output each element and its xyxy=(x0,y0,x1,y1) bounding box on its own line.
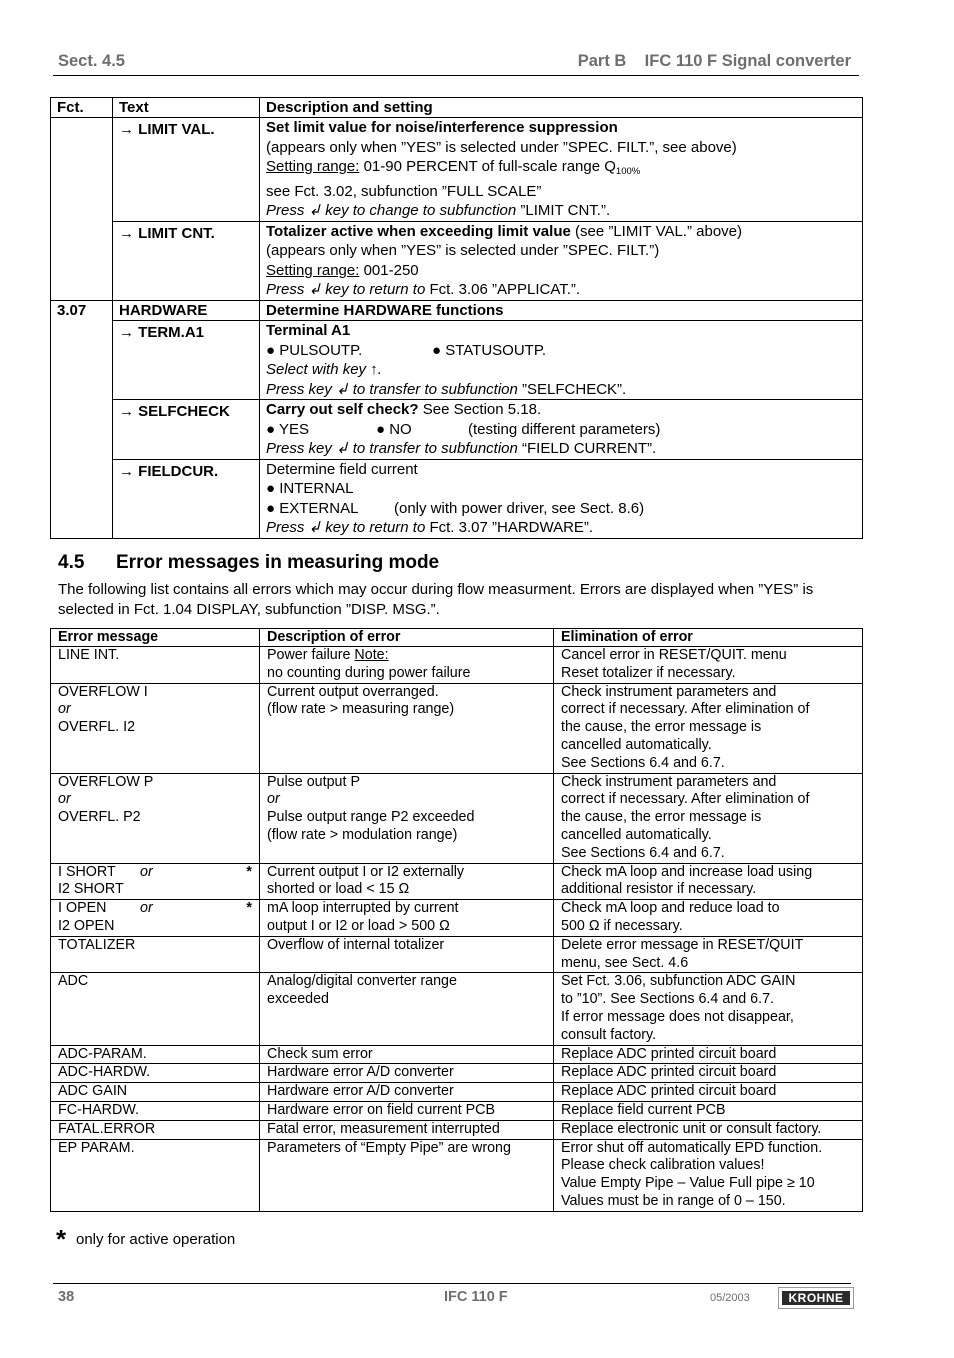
error-row-line-int xyxy=(51,647,863,684)
text-term-a1: → TERM.A1 xyxy=(113,321,260,400)
page-number: 38 xyxy=(58,1289,75,1305)
row-limit-val xyxy=(51,118,863,222)
error-desc: Power failure Note: no counting during power failure xyxy=(260,647,554,684)
error-elim: Replace ADC printed circuit board xyxy=(554,1064,863,1083)
limit-cnt-line1: (appears only when ”YES” is selected under ”SPEC. FILT.”) xyxy=(266,242,660,259)
text-hardware: HARDWARE xyxy=(113,300,260,321)
error-row-adc-gain xyxy=(51,1083,863,1102)
col-elimination: Elimination of error xyxy=(554,629,863,647)
fct-cell-empty xyxy=(51,118,113,301)
error-elim: Set Fct. 3.06, subfunction ADC GAIN to ”10”. See Sections 6.4 and 6.7. If error message does not disappear, consult factory. xyxy=(554,973,863,1045)
error-desc: Hardware error A/D converter xyxy=(260,1064,554,1083)
term-a1-options: ● PULSOUTP. ● STATUSOUTP. xyxy=(266,341,547,359)
col-error-message: Error message xyxy=(51,629,260,647)
error-row-adc-param xyxy=(51,1045,863,1064)
desc-selfcheck xyxy=(260,400,863,460)
desc-limit-cnt xyxy=(260,221,863,300)
desc-limit-val xyxy=(260,118,863,222)
fieldcur-opt1: ● INTERNAL xyxy=(266,480,354,497)
error-desc: Hardware error A/D converter xyxy=(260,1083,554,1102)
error-elim: Replace field current PCB xyxy=(554,1101,863,1120)
row-selfcheck xyxy=(51,400,863,460)
error-row-adc-hardw xyxy=(51,1064,863,1083)
error-row-overflow-p xyxy=(51,773,863,863)
error-table-header xyxy=(51,629,863,647)
error-desc: Analog/digital converter range exceeded xyxy=(260,973,554,1045)
error-desc: Fatal error, measurement interrupted xyxy=(260,1120,554,1139)
error-elim: Replace ADC printed circuit board xyxy=(554,1045,863,1064)
selfcheck-press: Press key ↲ to transfer to subfunction “FIELD CURRENT”. xyxy=(266,440,657,457)
header-title: Part B IFC 110 F Signal converter xyxy=(577,52,851,70)
text-selfcheck: → SELFCHECK xyxy=(113,400,260,460)
function-table-header xyxy=(51,98,863,118)
col-description: Description of error xyxy=(260,629,554,647)
error-desc: Current output I or I2 externally shorted or load < 15 Ω xyxy=(260,863,554,900)
error-msg: OVERFLOW I or OVERFL. I2 xyxy=(51,683,260,773)
limit-cnt-range: Setting range: 001-250 xyxy=(266,261,419,279)
header-section: Sect. 4.5 xyxy=(58,52,125,70)
row-limit-cnt xyxy=(51,221,863,300)
error-desc: Hardware error on field current PCB xyxy=(260,1101,554,1120)
limit-val-range: Setting range: 01-90 PERCENT of full-scale range $Q_{100\%}$ xyxy=(266,158,641,177)
desc-term-a1 xyxy=(260,321,863,400)
term-a1-title: Terminal A1 xyxy=(266,322,351,339)
error-row-overflow-i xyxy=(51,683,863,773)
col-desc: Description and setting xyxy=(260,98,863,118)
limit-val-title: Set limit value for noise/interference suppression xyxy=(266,119,618,136)
error-msg: FC-HARDW. xyxy=(51,1101,260,1120)
error-desc: Current output overranged. (flow rate > measuring range) xyxy=(260,683,554,773)
header-rule xyxy=(53,75,859,76)
col-fct: Fct. xyxy=(51,98,113,118)
footnote-text: only for active operation xyxy=(76,1231,236,1248)
footer-model: IFC 110 F xyxy=(444,1289,508,1305)
selfcheck-options: ● YES ● NO (testing different parameters) xyxy=(266,420,661,438)
error-desc: Parameters of “Empty Pipe” are wrong xyxy=(260,1139,554,1211)
error-elim: Check instrument parameters and correct if necessary. After elimination of the cause, the error message is cancelled automatically. See Sections 6.4 and 6.7. xyxy=(554,683,863,773)
footnote-star: * xyxy=(56,1224,67,1254)
limit-cnt-title: Totalizer active when exceeding limit value (see ”LIMIT VAL.” above) xyxy=(266,222,743,240)
error-row-ep-param xyxy=(51,1139,863,1211)
section-heading: 4.5 Error messages in measuring mode xyxy=(58,552,440,573)
footer-rule xyxy=(53,1283,851,1284)
error-row-adc xyxy=(51,973,863,1045)
limit-val-line1: (appears only when ”YES” is selected under ”SPEC. FILT.”, see above) xyxy=(266,138,737,156)
error-desc: Overflow of internal totalizer xyxy=(260,936,554,973)
error-elim: Check mA loop and increase load using additional resistor if necessary. xyxy=(554,863,863,900)
col-text: Text xyxy=(113,98,260,118)
term-a1-select: Select with key ↑. xyxy=(266,361,382,378)
error-msg: ADC-HARDW. xyxy=(51,1064,260,1083)
error-table xyxy=(50,628,863,1212)
error-desc: mA loop interrupted by current output I or I2 or load > 500 Ω xyxy=(260,900,554,937)
krohne-logo xyxy=(778,1287,854,1309)
row-term-a1 xyxy=(51,321,863,400)
error-msg: ADC xyxy=(51,973,260,1045)
text-fieldcur: → FIELDCUR. xyxy=(113,459,260,538)
error-row-i-open xyxy=(51,900,863,937)
fieldcur-opt2: ● EXTERNAL (only with power driver, see Sect. 8.6) xyxy=(266,499,645,517)
logo-text: KROHNE xyxy=(782,1291,850,1305)
error-elim: Error shut off automatically EPD function. Please check calibration values! Value Empty Pipe – Value Full pipe ≥ 10 Values must be in range of 0 – 150. xyxy=(554,1139,863,1211)
limit-val-line3: see Fct. 3.02, subfunction ”FULL SCALE” xyxy=(266,182,542,200)
error-msg: LINE INT. xyxy=(51,647,260,684)
limit-cnt-press: Press ↲ key to return to Fct. 3.06 ”APPLICAT.”. xyxy=(266,281,581,298)
limit-val-press: Press ↲ key to change to subfunction ”LIMIT CNT.”. xyxy=(266,202,611,219)
desc-fieldcur xyxy=(260,459,863,538)
term-a1-press: Press key ↲ to transfer to subfunction ”SELFCHECK”. xyxy=(266,380,627,398)
selfcheck-title: Carry out self check? See Section 5.18. xyxy=(266,401,542,418)
footer-date: 05/2003 xyxy=(710,1292,750,1304)
fct-3-07: 3.07 xyxy=(51,300,113,538)
error-row-fatal-error xyxy=(51,1120,863,1139)
row-hardware xyxy=(51,300,863,321)
error-msg: I OPEN or * I2 OPEN xyxy=(51,900,260,937)
error-elim: Delete error message in RESET/QUIT menu, see Sect. 4.6 xyxy=(554,936,863,973)
error-elim: Cancel error in RESET/QUIT. menu Reset totalizer if necessary. xyxy=(554,647,863,684)
error-row-i-short xyxy=(51,863,863,900)
row-fieldcur xyxy=(51,459,863,538)
error-msg: TOTALIZER xyxy=(51,936,260,973)
error-msg: OVERFLOW P or OVERFL. P2 xyxy=(51,773,260,863)
error-msg: ADC-PARAM. xyxy=(51,1045,260,1064)
error-row-fc-hardw xyxy=(51,1101,863,1120)
error-msg: I SHORT or * I2 SHORT xyxy=(51,863,260,900)
error-msg: EP PARAM. xyxy=(51,1139,260,1211)
error-desc: Pulse output P or Pulse output range P2 exceeded (flow rate > modulation range) xyxy=(260,773,554,863)
text-limit-cnt: → LIMIT CNT. xyxy=(113,221,260,300)
fieldcur-title: Determine field current xyxy=(266,460,418,478)
desc-hardware: Determine HARDWARE functions xyxy=(260,300,863,321)
error-row-totalizer xyxy=(51,936,863,973)
error-msg: FATAL.ERROR xyxy=(51,1120,260,1139)
section-intro: The following list contains all errors which may occur during flow measurment. Errors are displayed when ”YES” is selected in Fct. 1.04 DISPLAY, subfunction ”DISP. MSG.”. xyxy=(58,581,814,618)
error-elim: Replace ADC printed circuit board xyxy=(554,1083,863,1102)
error-desc: Check sum error xyxy=(260,1045,554,1064)
error-elim: Check instrument parameters and correct if necessary. After elimination of the cause, the error message is cancelled automatically. See Sections 6.4 and 6.7. xyxy=(554,773,863,863)
text-limit-val: → LIMIT VAL. xyxy=(113,118,260,222)
error-elim: Check mA loop and reduce load to 500 Ω if necessary. xyxy=(554,900,863,937)
function-table xyxy=(50,97,863,539)
error-msg: ADC GAIN xyxy=(51,1083,260,1102)
fieldcur-press: Press ↲ key to return to Fct. 3.07 ”HARDWARE”. xyxy=(266,519,594,536)
error-elim: Replace electronic unit or consult factory. xyxy=(554,1120,863,1139)
